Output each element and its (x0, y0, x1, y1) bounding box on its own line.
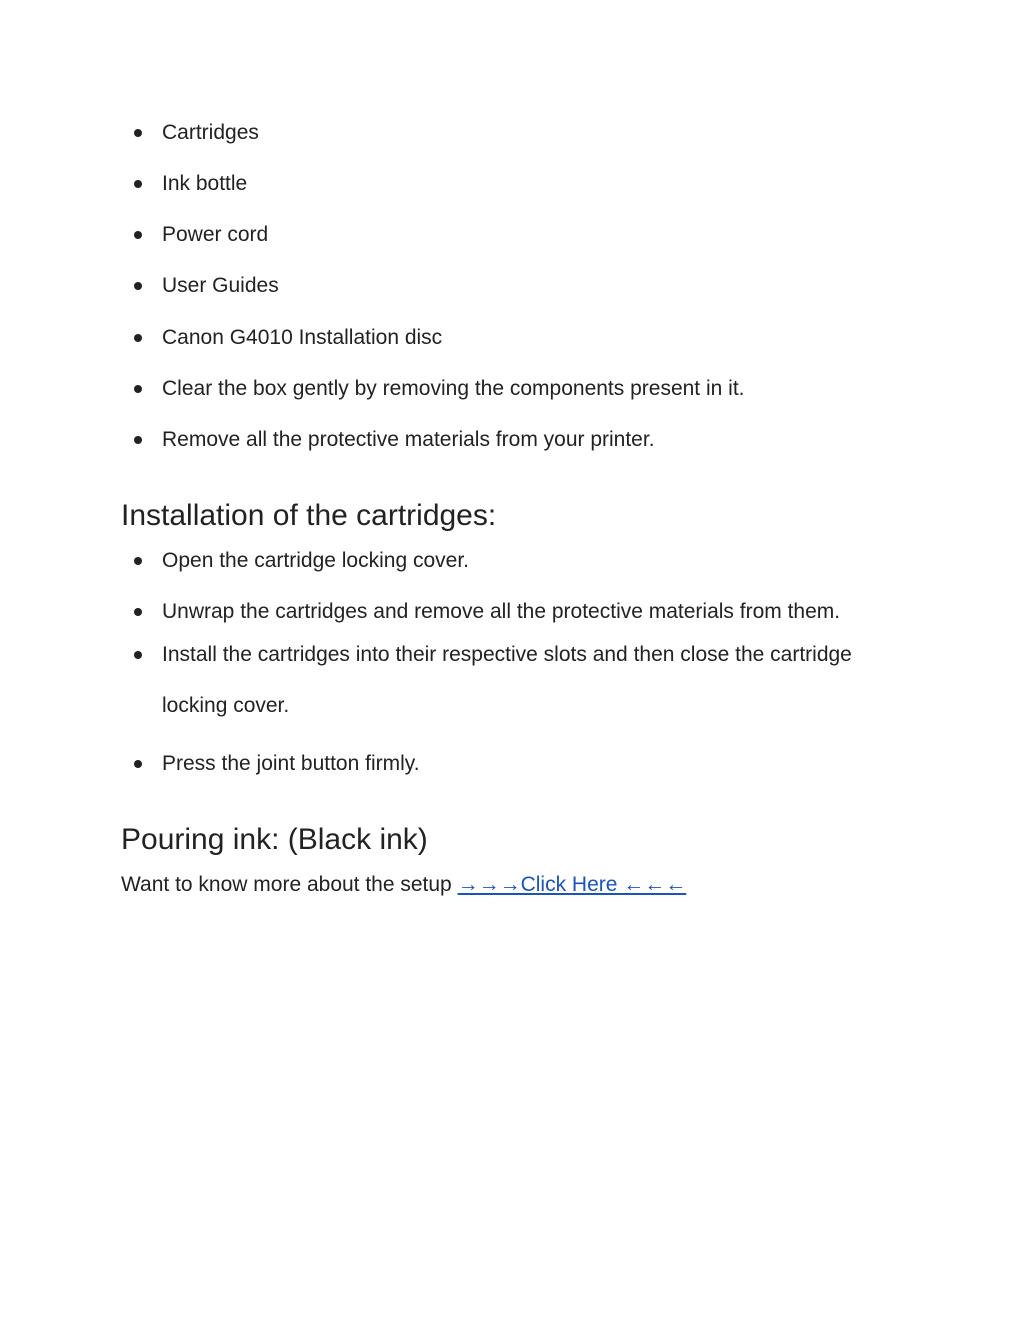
click-here-link[interactable]: →→→Click Here ←←← (457, 873, 687, 896)
list-item-power-cord: Power cord (162, 223, 269, 246)
heading-installation-cartridges: Installation of the cartridges: (121, 499, 497, 532)
list-item-open-cover: Open the cartridge locking cover. (162, 549, 470, 572)
list-item-cartridges: Cartridges (162, 121, 259, 144)
bullet-icon (134, 760, 142, 768)
list-item-clear-box: Clear the box gently by removing the components present in it. (162, 377, 745, 400)
list-item-installation-disc: Canon G4010 Installation disc (162, 326, 443, 349)
bullet-icon (134, 557, 142, 565)
bullet-icon (134, 608, 142, 616)
list-item-ink-bottle: Ink bottle (162, 172, 248, 195)
list-item-remove-materials: Remove all the protective materials from your printer. (162, 428, 655, 451)
setup-info-text: Want to know more about the setup (121, 873, 458, 896)
list-item-install-cartridges: Install the cartridges into their respective slots and then close the cartridge (162, 643, 852, 666)
bullet-icon (134, 282, 142, 290)
bullet-icon (134, 231, 142, 239)
list-item-install-cartridges-continued: locking cover. (162, 694, 290, 717)
heading-pouring-ink: Pouring ink: (Black ink) (121, 823, 428, 856)
bullet-icon (134, 180, 142, 188)
bullet-icon (134, 129, 142, 137)
list-item-user-guides: User Guides (162, 274, 279, 297)
list-item-unwrap-cartridges: Unwrap the cartridges and remove all the protective materials from them. (162, 600, 841, 623)
list-item-press-joint-button: Press the joint button firmly. (162, 752, 420, 775)
bullet-icon (134, 436, 142, 444)
bullet-icon (134, 385, 142, 393)
bullet-icon (134, 334, 142, 342)
setup-info-paragraph (121, 872, 686, 898)
bullet-icon (134, 651, 142, 659)
